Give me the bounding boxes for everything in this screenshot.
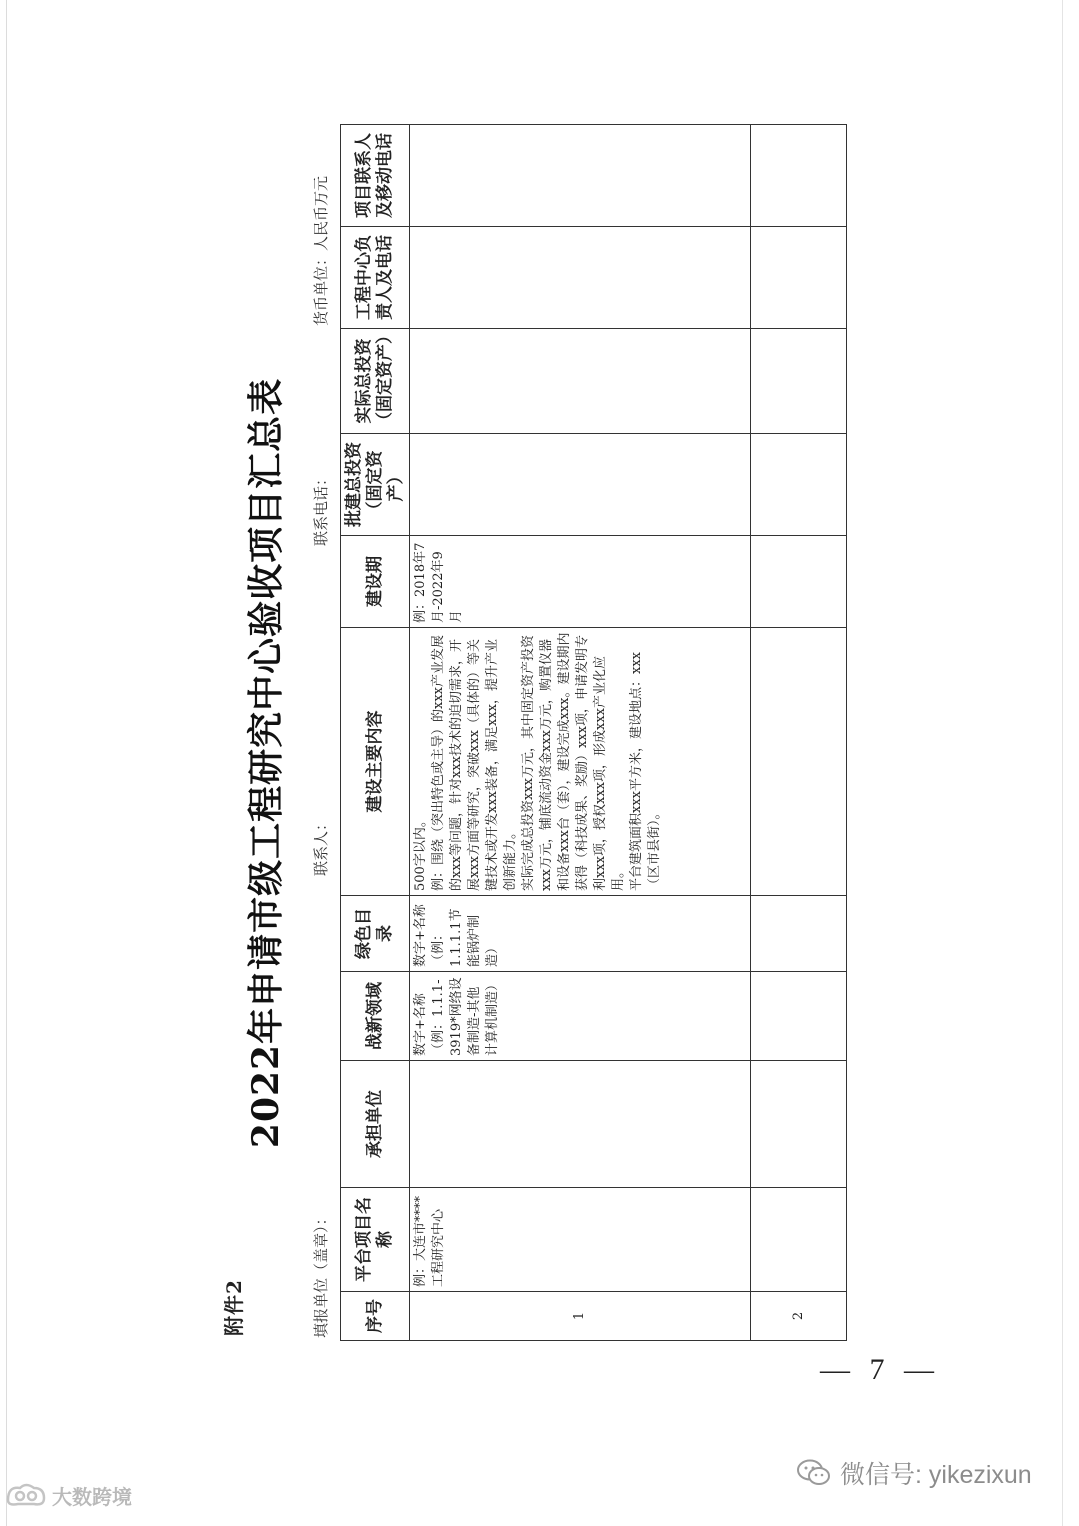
header-undertaking-unit: 承担单位 — [341, 1061, 410, 1188]
wechat-id-text: 微信号: yikezixun — [840, 1461, 1032, 1489]
cell-actual-investment — [410, 329, 751, 434]
wechat-icon — [796, 1459, 832, 1487]
contact-person-label: 联系人： — [312, 815, 330, 876]
cell-green-catalog: 数字+名称（例：1.1.1.1节能锅炉制造） — [410, 896, 751, 972]
content-line: 例：围绕（突出特色或主导）的xxx产业发展的xxx等问题，针对xxx技术的迫切需求，开展xxx方面等研究，突破xxx（具体的）等关键技术或开发xxx装备，满足xxx，提升产业创新能力。 — [431, 635, 518, 891]
cell-project-contact — [751, 125, 847, 227]
cell-strategic-field: 数字+名称（例：1.1.1-3919*网络设备制造-其他计算机制造） — [410, 972, 751, 1061]
wechat-watermark — [796, 1455, 1032, 1491]
header-project-contact: 项目联系人及移动电话 — [341, 125, 410, 227]
cell-approved-investment — [751, 434, 847, 536]
cell-construction-content — [751, 628, 847, 896]
cell-strategic-field — [751, 972, 847, 1061]
page-number: — 7 — — [820, 1353, 940, 1386]
contact-phone-label: 联系电话： — [312, 470, 330, 546]
header-index: 序号 — [341, 1292, 410, 1341]
cell-index: 1 — [410, 1292, 751, 1341]
cell-undertaking-unit — [751, 1061, 847, 1188]
header-green-catalog: 绿色目录 — [341, 896, 410, 972]
cell-undertaking-unit — [410, 1061, 751, 1188]
summary-table — [340, 124, 847, 1341]
cell-actual-investment — [751, 329, 847, 434]
content-line: 实际完成总投资xxx万元，其中固定资产投资xxx万元，铺底流动资金xxx万元，购置仪器和设备xxx台（套），建设完成xxx。建设期内获得（科技成果、奖励）xxx项，申请发明专利xxx项，授权xxx项，形成xxx产业化应用。 — [521, 632, 626, 891]
cell-project-contact — [410, 125, 751, 227]
cell-center-head — [410, 227, 751, 329]
filling-unit-label: 填报单位（盖章）： — [312, 1210, 330, 1338]
cell-index: 2 — [751, 1292, 847, 1341]
brand-logo-icon — [4, 1480, 48, 1510]
header-strategic-field: 战新领域 — [341, 972, 410, 1061]
attachment-label: 附件2 — [222, 1279, 246, 1336]
table-header-row — [341, 125, 410, 1341]
cell-approved-investment — [410, 434, 751, 536]
header-actual-investment: 实际总投资（固定资产） — [341, 329, 410, 434]
table-row — [751, 125, 847, 1341]
header-platform-name: 平台项目名称 — [341, 1188, 410, 1292]
cell-center-head — [751, 227, 847, 329]
cell-green-catalog — [751, 896, 847, 972]
content-line: 平台建筑面积xxx平方米，建设地点：xxx（区市县街）。 — [629, 652, 662, 891]
content-line: 500字以内。 — [413, 814, 428, 891]
cell-platform-name — [751, 1188, 847, 1292]
header-center-head: 工程中心负责人及电话 — [341, 227, 410, 329]
currency-unit-label: 货币单位：人民币万元 — [312, 175, 330, 326]
header-construction-content: 建设主要内容 — [341, 628, 410, 896]
header-construction-period: 建设期 — [341, 536, 410, 628]
cell-platform-name: 例：大连市****工程研究中心 — [410, 1188, 751, 1292]
header-approved-investment: 批建总投资（固定资产） — [341, 434, 410, 536]
cell-construction-period — [751, 536, 847, 628]
cell-construction-content — [410, 628, 751, 896]
table-row — [410, 125, 751, 1341]
cell-construction-period: 例：2018年7月-2022年9月 — [410, 536, 751, 628]
document-title: 2022年申请市级工程研究中心验收项目汇总表 — [245, 377, 287, 1149]
brand-name-text: 大数跨境 — [52, 1486, 132, 1509]
brand-watermark — [4, 1480, 132, 1510]
